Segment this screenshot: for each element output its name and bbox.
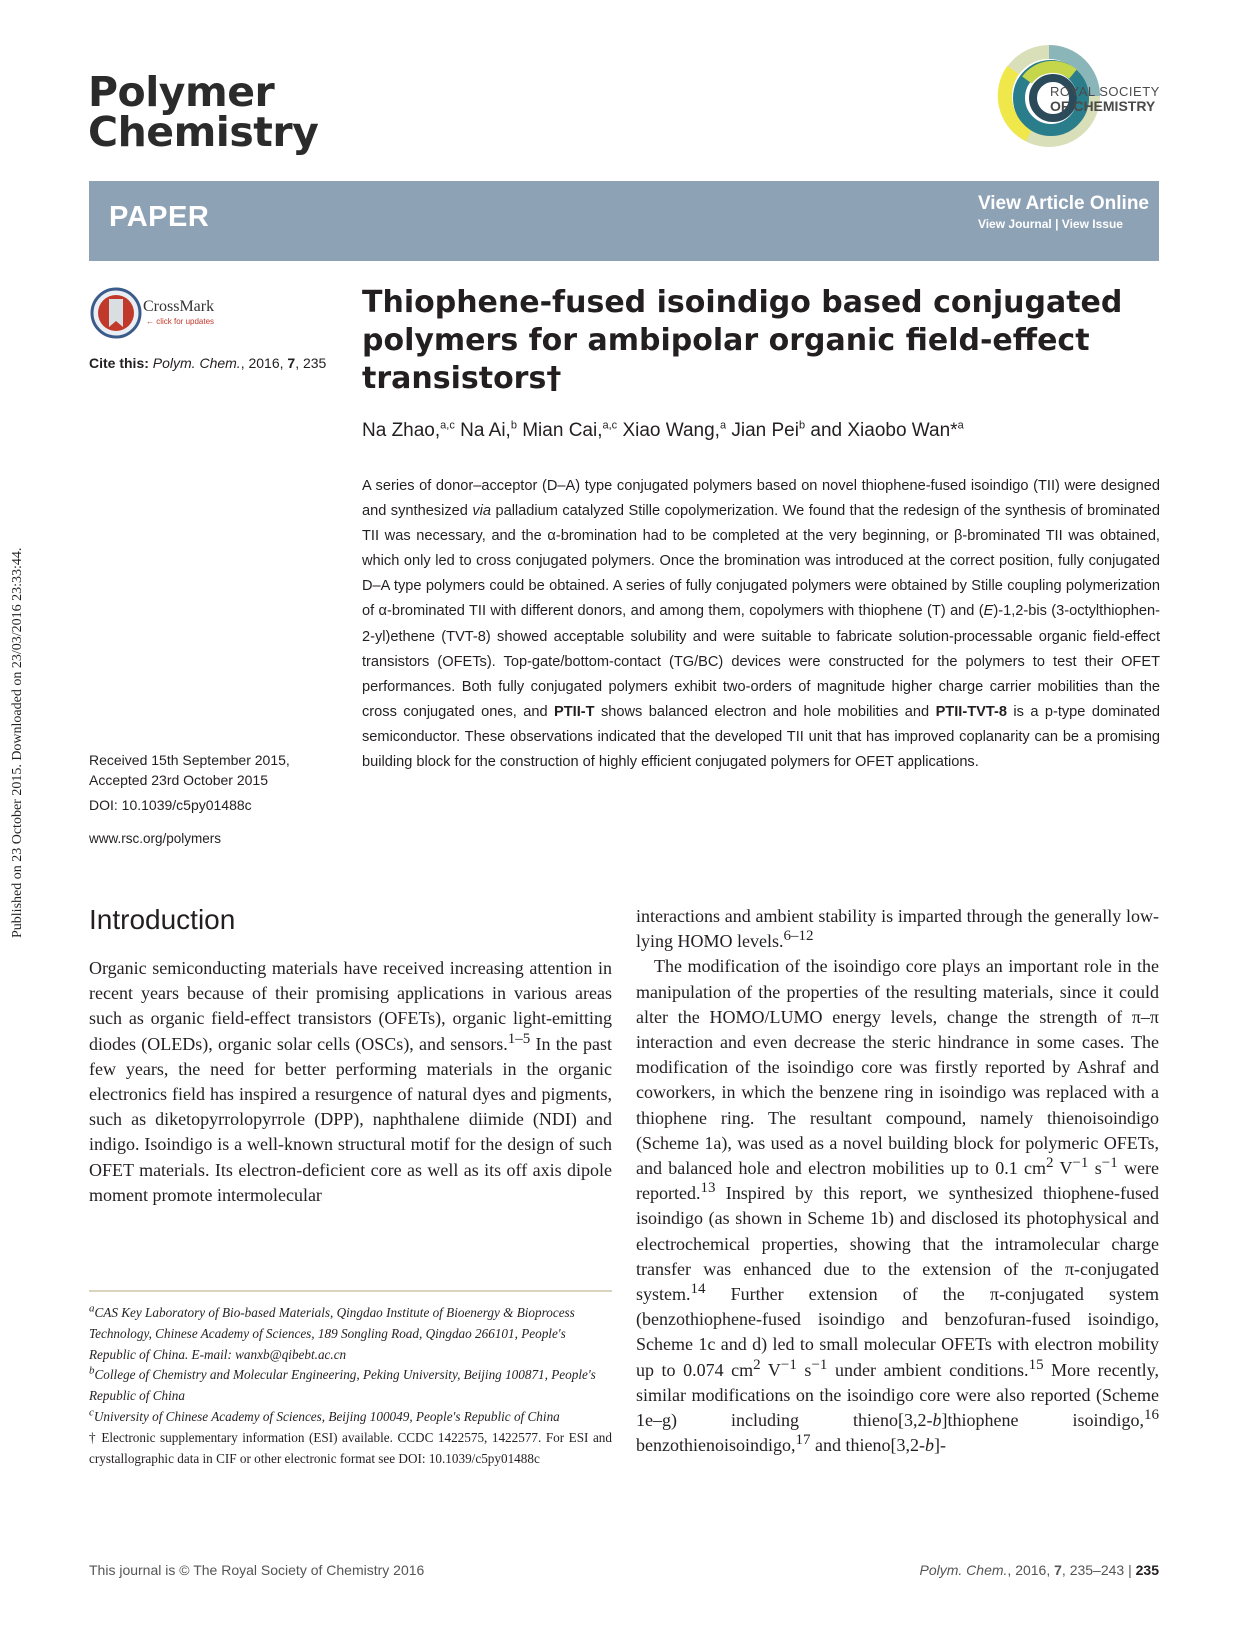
citation-ref[interactable]: 1–5	[507, 1030, 531, 1047]
crossmark-label[interactable]: CrossMark	[143, 298, 215, 315]
footnote-esi: † Electronic supplementary information (ESI) available. CCDC 1422575, 1422577. For ESI and crystallographic data in CIF or other electronic format see DOI: 10.1039/c5py01488c	[89, 1429, 612, 1466]
footnote-text: College of Chemistry and Molecular Engineering, Peking University, Beijing 100871, People's Republic of China	[89, 1367, 596, 1404]
abstract-text: is a p-type dominated semiconductor. These observations indicated that the developed TII unit that has improved coplanarity can be a promising building block for the construction of highly efficient conjugated polymers for OFET applications.	[362, 703, 1160, 771]
author-affiliation: a	[957, 419, 964, 432]
footer-year: , 2016,	[1007, 1562, 1055, 1578]
unit: V	[1053, 1158, 1073, 1179]
right-column	[636, 904, 1159, 1458]
body-text: Further extension of the π-conjugated system (benzothiophene-fused isoindigo and benzofuran-fused isoindigo, Scheme 1c and d) led to small molecular OFETs with electron mobility up to 0.074 cm	[636, 1284, 1159, 1380]
footer-separator: |	[1124, 1562, 1136, 1578]
paper-banner	[89, 181, 1159, 261]
abstract	[362, 474, 1160, 775]
received-dates	[89, 750, 290, 790]
author-affiliation: b	[798, 419, 806, 432]
received-date: Received 15th September 2015,	[89, 752, 290, 768]
page-number: 235	[1135, 1562, 1159, 1578]
author-name: Na Ai,	[454, 420, 511, 441]
unit: V	[760, 1359, 781, 1380]
publisher-line2: OF CHEMISTRY	[1050, 98, 1156, 114]
publication-note	[8, 470, 28, 940]
abstract-via: via	[472, 503, 491, 520]
paper-label: PAPER	[109, 201, 210, 233]
author-affiliation: a	[719, 419, 727, 432]
footer-volume: 7	[1054, 1562, 1062, 1578]
unit: s	[1088, 1158, 1102, 1179]
author-affiliation: a,c	[602, 419, 618, 432]
body-text: interactions and ambient stability is imparted through the generally low-lying HOMO levels.	[636, 906, 1159, 952]
publisher-line1: ROYAL SOCIETY	[1050, 84, 1160, 99]
superscript: 2	[1046, 1155, 1054, 1172]
journal-title-line2: Chemistry	[88, 108, 319, 156]
footnote-marker: b	[89, 1365, 95, 1377]
unit: s	[796, 1359, 812, 1380]
body-text: benzothienoisoindigo,	[636, 1435, 796, 1456]
author-name: Xiao Wang,	[617, 420, 720, 441]
abstract-text: shows balanced electron and hole mobilities and	[594, 703, 936, 720]
view-issue-link[interactable]: View Issue	[1061, 217, 1123, 231]
abstract-text: palladium catalyzed Stille copolymerization. We found that the redesign of the synthesis of brominated TII was necessary, and the α-bromination had to be completed at the very beginning, or β-brominated TII was obtained, which only led to cross conjugated polymers. Once the bromination was introduced at the correct position, fully conjugated D–A type polymers could be obtained. A series of fully conjugated polymers were obtained by Stille coupling polymerization of α-brominated TII with different donors, and among them, copolymers with thiophene (T) and (	[362, 503, 1160, 620]
footer-pages: , 235–243	[1061, 1562, 1125, 1578]
crossmark-sub[interactable]: ← click for updates	[146, 317, 215, 326]
author-affiliation: b	[510, 419, 517, 432]
italic-text: b	[924, 1435, 934, 1456]
body-text: Organic semiconducting materials have received increasing attention in recent years because of their promising applications in various areas such as organic field-effect transistors (OFETs), organic light-emitting diodes (OLEDs), organic solar cells (OSCs), and sensors.	[89, 958, 612, 1054]
superscript: −1	[811, 1356, 828, 1373]
polymer-ptii-t: PTII-T	[554, 703, 595, 720]
footnote-text: CAS Key Laboratory of Bio-based Materials, Qingdao Institute of Bioenergy & Bioprocess Technology, Chinese Academy of Sciences, 189 Songling Road, Qingdao 266101, People's Republic of China. E-mail: wanxb@qibebt.ac.cn	[89, 1305, 575, 1362]
body-text: ]-	[933, 1435, 946, 1456]
citation-ref[interactable]: 13	[700, 1180, 716, 1197]
polymer-ptii-tvt-8: PTII-TVT-8	[935, 703, 1007, 720]
footnote-c	[89, 1407, 612, 1428]
footnote-divider	[89, 1290, 612, 1292]
publisher-name	[1050, 85, 1160, 113]
footnote-b	[89, 1365, 612, 1407]
italic-text: b	[932, 1410, 942, 1431]
abstract-text: A series of donor–acceptor (D–A) type conjugated polymers based on novel thiophene-fused isoindigo (TII) were designed and synthesized	[362, 478, 1160, 520]
author-name: Jian Pei	[726, 420, 799, 441]
cite-prefix: Cite this:	[89, 355, 149, 371]
author-list	[362, 420, 964, 442]
cite-journal: Polym. Chem.	[152, 355, 241, 371]
abstract-text: )-1,2-bis (3-octylthiophen-2-yl)ethene (TVT-8) showed acceptable solubility and were suitable to fabricate solution-processable organic field-effect transistors (OFETs). Top-gate/bottom-contact (TG/BC) devices were constructed for the polymers to test their OFET performances. Both fully conjugated polymers exhibit two-orders of magnitude higher charge carrier mobilities than the cross conjugated ones, and	[362, 603, 1160, 720]
superscript: −1	[1072, 1155, 1089, 1172]
footnote-a	[89, 1303, 612, 1365]
citation-ref[interactable]: 6–12	[783, 928, 814, 945]
doi: DOI: 10.1039/c5py01488c	[89, 797, 252, 813]
citation-ref[interactable]: 17	[795, 1432, 811, 1449]
author-name: Na Zhao,	[362, 420, 441, 441]
accepted-date: Accepted 23rd October 2015	[89, 772, 269, 788]
link-separator: |	[1055, 217, 1059, 231]
body-text: More recently, similar modifications on the isoindigo core were also reported (Scheme 1e–g) including thieno[3,2-	[636, 1359, 1159, 1431]
cite-this	[89, 355, 326, 371]
cite-year: , 2016,	[240, 355, 288, 371]
author-name: Mian Cai,	[516, 420, 603, 441]
body-text: In the past few years, the need for better performing materials in the organic electronics field has inspired a resurgence of natural dyes and pigments, such as diketopyrrolopyrrole (DPP), naphthalene diimide (NDI) and indigo. Isoindigo is a well-known structural motif for the design of such OFET materials. Its electron-deficient core as well as its off axis dipole moment promote intermolecular	[89, 1033, 612, 1205]
crossmark-sub-text: click for updates	[156, 317, 215, 326]
footer-journal: Polym. Chem.	[919, 1562, 1008, 1578]
citation-ref[interactable]: 15	[1028, 1356, 1044, 1373]
footer-citation	[920, 1562, 1160, 1578]
intro-paragraph	[636, 904, 1159, 954]
author-affiliation: a,c	[440, 419, 455, 432]
journal-website-link[interactable]: www.rsc.org/polymers	[89, 831, 222, 846]
footnote-marker: c	[89, 1406, 94, 1419]
crossmark-icon[interactable]	[90, 287, 142, 339]
body-text: Inspired by this report, we synthesized thiophene-fused isoindigo (as shown in Scheme 1b) and disclosed its photophysical and electrochemical properties, showing that the intramolecular charge transfer was enhanced due to the extension of the π-conjugated system.	[636, 1183, 1159, 1305]
article-title: Thiophene-fused isoindigo based conjugated polymers for ambipolar organic field-effect transistors†	[362, 285, 1123, 396]
body-text: were reported.	[636, 1158, 1159, 1204]
intro-paragraph	[89, 956, 612, 1208]
body-text: and thieno[3,2-	[810, 1435, 925, 1456]
intro-paragraph	[636, 954, 1159, 1458]
journal-title	[88, 68, 319, 156]
abstract-e: E	[983, 603, 994, 620]
journal-title-line1: Polymer	[88, 68, 275, 116]
superscript: 2	[753, 1356, 761, 1373]
superscript: −1	[780, 1356, 797, 1373]
banner-links	[978, 193, 1149, 231]
body-text: The modification of the isoindigo core plays an important role in the manipulation of the properties of the resulting materials, since it could alter the HOMO/LUMO energy levels, change the strength of π–π interaction and even decrease the steric hindrance in some cases. The modification of the isoindigo core was firstly reported by Ashraf and coworkers, in which the benzene ring in isoindigo was replaced with a thiophene ring. The resultant compound, namely thienoisoindigo (Scheme 1a), was used as a novel building block for polymeric OFETs, and balanced hole and electron mobilities up to 0.1 cm	[636, 956, 1159, 1179]
view-links	[978, 217, 1149, 231]
introduction-heading: Introduction	[89, 904, 236, 935]
footer-copyright: This journal is © The Royal Society of Chemistry 2016	[89, 1562, 425, 1578]
body-text: under ambient conditions.	[827, 1359, 1029, 1380]
author-name: and Xiaobo Wan*	[805, 420, 958, 441]
view-journal-link[interactable]: View Journal	[977, 217, 1052, 231]
view-article-online-link[interactable]: View Article Online	[977, 193, 1149, 214]
footnote-text: University of Chinese Academy of Sciences, Beijing 100049, People's Republic of China	[93, 1408, 560, 1424]
body-text: ]thiophene isoindigo,	[941, 1410, 1144, 1431]
superscript: −1	[1101, 1155, 1118, 1172]
publication-note-text: Published on 23 October 2015. Downloaded on 23/03/2016 23:33:44.	[10, 547, 25, 938]
cite-pages: , 235	[295, 355, 327, 371]
footnote-marker: a	[89, 1302, 95, 1315]
footnotes	[89, 1303, 612, 1469]
cite-volume: 7	[287, 355, 296, 371]
citation-ref[interactable]: 14	[690, 1281, 706, 1298]
citation-ref[interactable]: 16	[1144, 1407, 1159, 1424]
